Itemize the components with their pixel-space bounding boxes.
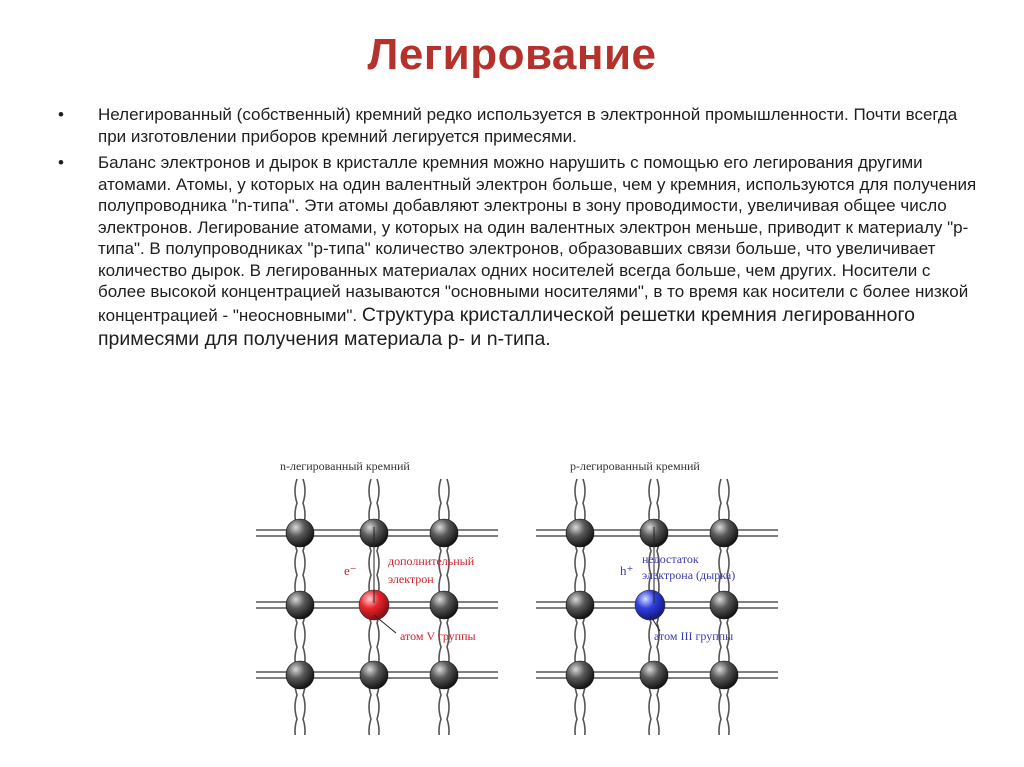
bullet-text: Баланс электронов и дырок в кристалле кремния можно нарушить с помощью его легирования другими атомами. Атомы, у которых на один валентный электрон больше, чем у кремния, используются для получения полупроводника "n-типа". Эти атомы добавляют электроны в зону проводимости, увеличивая общее число электронов. Легирование атомами, у которых на один валентных электрон меньше, приводит к материалу "р-типа". В полупроводниках "р-типа" количество электронов, образовавших связи больше, что увеличивает количество дырок. В легированных материалах одних носителей всегда больше, чем других. Носители с более высокой концентрацией называются "основными носителями", в то время как носители с более низкой концентрацией - "неосновными". <box>98 153 977 325</box>
silicon-atom <box>286 661 314 689</box>
silicon-atom <box>710 519 738 547</box>
silicon-atom <box>710 591 738 619</box>
p-type-lattice-diagram <box>528 455 788 735</box>
slide-title: Легирование <box>367 30 657 79</box>
diagram-title: р-легированный кремний <box>570 459 700 473</box>
bullet-text: Нелегированный (собственный) кремний редко используется в электронной промышленности. Почти всегда при изготовлении приборов кремний легируется примесями. <box>98 105 958 146</box>
hole-label-line2: электрона (дырка) <box>642 568 736 582</box>
lattice-atoms <box>286 519 458 689</box>
silicon-atom <box>360 661 388 689</box>
extra-electron-label-line2: электрон <box>388 572 434 586</box>
bullet-item-doping <box>58 152 978 351</box>
n-type-lattice-diagram <box>248 455 508 735</box>
silicon-atom <box>640 661 668 689</box>
bullet-emphasis-text: Структура кристаллической решетки кремния легированного примесями для получения материала р- и n-типа. <box>98 303 916 350</box>
dopant-atom-label: атом III группы <box>654 629 734 643</box>
silicon-atom <box>430 519 458 547</box>
silicon-atom <box>430 661 458 689</box>
silicon-atom <box>710 661 738 689</box>
n-type-lattice-svg <box>248 455 508 735</box>
silicon-atom <box>566 591 594 619</box>
diagram-title: n-легированный кремний <box>280 459 410 473</box>
dopant-atom-label: атом V группы <box>400 629 476 643</box>
bullet-list <box>58 104 978 356</box>
carrier-symbol: h⁺ <box>620 563 634 578</box>
silicon-atom <box>286 519 314 547</box>
silicon-atom <box>286 591 314 619</box>
silicon-atom <box>566 519 594 547</box>
silicon-atom <box>430 591 458 619</box>
hole-label: недостаток <box>642 552 699 566</box>
extra-electron-label: дополнительный <box>388 554 475 568</box>
carrier-symbol: e⁻ <box>344 563 357 578</box>
silicon-atom <box>566 661 594 689</box>
lattice-atoms <box>566 519 738 689</box>
bullet-item-undoped-silicon <box>58 104 978 147</box>
p-type-lattice-svg <box>528 455 788 735</box>
